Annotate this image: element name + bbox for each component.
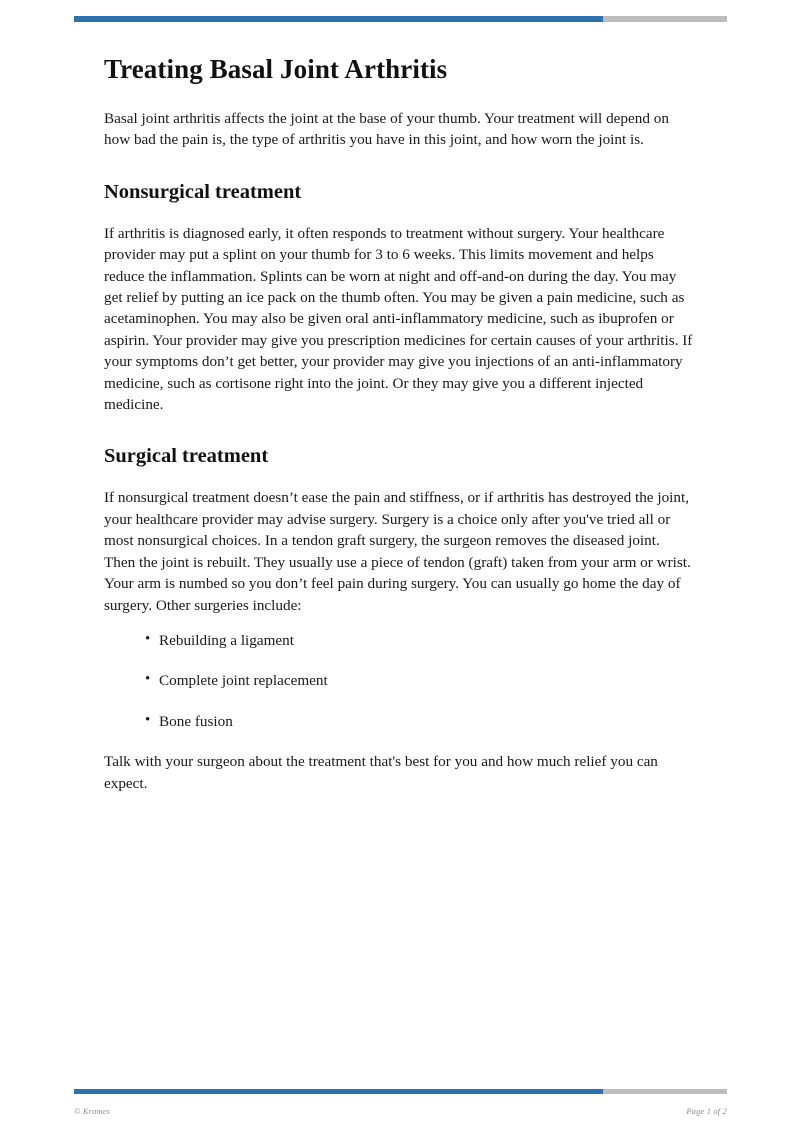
- header-rule-gray-segment: [603, 16, 727, 22]
- list-item: • Complete joint replacement: [145, 670, 694, 691]
- header-rule: [74, 16, 727, 22]
- section-paragraph-surgical: If nonsurgical treatment doesn’t ease the pain and stiffness, or if arthritis has destroyed the joint, your healthcare provider may advise surgery. Surgery is a choice only after you've tried all or most nonsurgical choices. In a tendon graft surgery, the surgeon removes the diseased joint. Then the joint is rebuilt. They usually use a piece of tendon (graft) taken from your arm or wrist. Your arm is numbed so you don’t feel pain during surgery. You can usually go home the day of surgery. Other surgeries include:: [104, 489, 691, 614]
- section-heading-nonsurgical: Nonsurgical treatment: [104, 180, 302, 203]
- intro-paragraph: Basal joint arthritis affects the joint at the base of your thumb. Your treatment will depend on how bad the pain is, the type of arthritis you have in this joint, and how worn the joint is.: [104, 110, 669, 149]
- footer-page-number: Page 1 of 2: [686, 1107, 727, 1116]
- footer-copyright: © Krames: [74, 1107, 111, 1116]
- list-item: • Bone fusion: [145, 711, 694, 732]
- page-footer: [74, 1107, 727, 1116]
- section-paragraph-nonsurgical: If arthritis is diagnosed early, it often responds to treatment without surgery. Your healthcare provider may put a splint on your thumb for 3 to 6 weeks. This limits movement and helps reduce the inflammation. Splints can be worn at night and off-and-on during the day. You may get relief by putting an ice pack on the thumb often. You may be given a pain medicine, such as acetaminophen. You may also be given oral anti-inflammatory medicine, such as ibuprofen or aspirin. Your provider may give you prescription medicines for certain causes of your arthritis. If your symptoms don’t get better, your provider may give you injections of an anti-inflammatory medicine, such as cortisone right into the joint. Or they may give you a different injected medicine.: [104, 224, 693, 414]
- section-heading-surgical: Surgical treatment: [104, 445, 269, 468]
- footer-rule-gray-segment: [603, 1089, 727, 1094]
- footer-rule-blue-segment: [74, 1089, 603, 1094]
- list-item: • Rebuilding a ligament: [145, 630, 694, 651]
- closing-paragraph: Talk with your surgeon about the treatment that's best for you and how much relief you can expect.: [104, 753, 658, 792]
- document-body: [104, 52, 694, 804]
- surgery-options-list: [104, 630, 694, 732]
- header-rule-blue-segment: [74, 16, 603, 22]
- footer-rule: [74, 1089, 727, 1094]
- page-title: Treating Basal Joint Arthritis: [104, 54, 448, 84]
